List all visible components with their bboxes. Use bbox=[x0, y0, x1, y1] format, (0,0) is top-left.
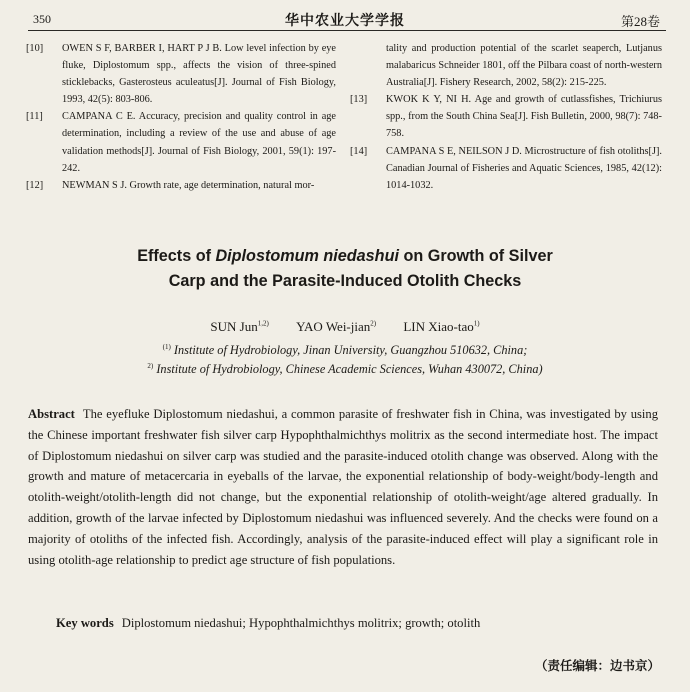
page-header bbox=[0, 0, 690, 30]
reference-text: NEWMAN S J. Growth rate, age determination, natural mor- bbox=[62, 179, 315, 191]
journal-title: 华中农业大学学报 bbox=[285, 14, 405, 29]
reference-number: [14] bbox=[350, 145, 368, 157]
keywords-label: Key words bbox=[56, 616, 114, 630]
title-part1: Effects of bbox=[137, 247, 216, 265]
reference-item bbox=[350, 40, 662, 91]
reference-text: KWOK K Y, NI H. Age and growth of cutlassfishes, Trichiurus spp., from the South China Sea[J]. Fish Bulletin, 2000, 98(7): 748-758. bbox=[386, 94, 662, 140]
responsible-editor: （责任编辑：边书京） bbox=[534, 659, 660, 673]
reference-text: OWEN S F, BARBER I, HART P J B. Low level infection by eye fluke, Diplostomum spp., affects the vision of three-spined sticklebacks, Gasterosteus aculeatus[J]. Journal of Fish Biology, 1993, 42(5): 803-806. bbox=[62, 43, 336, 106]
page-number: 350 bbox=[33, 12, 51, 26]
title-italic: Diplostomum niedashui bbox=[215, 247, 399, 265]
reference-text: CAMPANA C E. Accuracy, precision and quality control in age determination, including a review of the use and abuse of age validation methods[J]. Journal of Fish Biology, 2001, 59(1): 197-242. bbox=[62, 111, 336, 174]
author: SUN Jun$^{1,2)}$ bbox=[210, 319, 269, 334]
affiliation-text: Institute of Hydrobiology, Jinan University, Guangzhou 510632, China; bbox=[173, 343, 528, 358]
reference-item bbox=[350, 91, 662, 142]
header-rule bbox=[28, 30, 666, 31]
abstract bbox=[28, 404, 658, 570]
reference-text: tality and production potential of the scarlet seaperch, Lutjanus malabaricus Schneider 1801, off the Pilbara coast of north-western Australia[J]. Fishery Research, 2002, 58(2): 215-225. bbox=[386, 43, 662, 89]
paper-title bbox=[60, 244, 630, 294]
volume-label: 第28卷 bbox=[620, 14, 660, 29]
abstract-text: The eyefluke Diplostomum niedashui, a common parasite of freshwater fish in China, was investigated by using the Chinese important freshwater fish silver carp Hypophthalmichthys molitrix as the second intermediate host. The impact of Diplostomum niedashui on silver carp was studied and the parasite-induced otolith change was observed. Along with the growth and mature of metacercaria in eyeballs of the larvae, the exponential relationship of body-weight/body-length and otolith-weight/otolith-length did not change, but the exponential relationship of otolith-weight/age altered gradually. In addition, growth of the larvae infected by Diplostomum niedashui was influenced severely. And the checks were found on a majority of otoliths of the infected fish. Accordingly, analysis of the parasite-induced effect will play a significant role in using otolith-age relationship to predict age structure of fish populations. bbox=[28, 407, 658, 567]
keywords-text: Diplostomum niedashui; Hypophthalmichthys molitrix; growth; otolith bbox=[121, 616, 481, 630]
reference-number: [13] bbox=[350, 94, 368, 106]
affiliation-marker: (1) bbox=[162, 343, 171, 351]
author: YAO Wei-jian$^{2)}$ bbox=[296, 319, 377, 334]
references-left-column bbox=[26, 40, 336, 194]
affiliation bbox=[0, 362, 690, 377]
reference-item bbox=[26, 177, 336, 194]
reference-item bbox=[26, 40, 336, 108]
reference-item bbox=[350, 143, 662, 194]
author: LIN Xiao-tao$^{1)}$ bbox=[403, 319, 480, 334]
author-list bbox=[0, 319, 690, 335]
reference-text: CAMPANA S E, NEILSON J D. Microstructure of fish otoliths[J]. Canadian Journal of Fisheries and Aquatic Sciences, 1985, 42(12): 1014-1032. bbox=[386, 145, 662, 191]
references-right-column bbox=[350, 40, 662, 194]
affiliation-text: Institute of Hydrobiology, Chinese Academic Sciences, Wuhan 430072, China) bbox=[156, 362, 543, 377]
reference-item bbox=[26, 108, 336, 176]
keywords bbox=[56, 616, 656, 631]
title-line2: Carp and the Parasite-Induced Otolith Checks bbox=[168, 272, 522, 290]
affiliation-marker: 2) bbox=[147, 362, 154, 370]
reference-number: [10] bbox=[26, 43, 44, 54]
abstract-label: Abstract bbox=[28, 407, 75, 421]
reference-number: [11] bbox=[26, 111, 43, 123]
reference-number: [12] bbox=[26, 179, 44, 191]
title-part2: on Growth of Silver bbox=[398, 247, 553, 265]
affiliation bbox=[0, 343, 690, 358]
